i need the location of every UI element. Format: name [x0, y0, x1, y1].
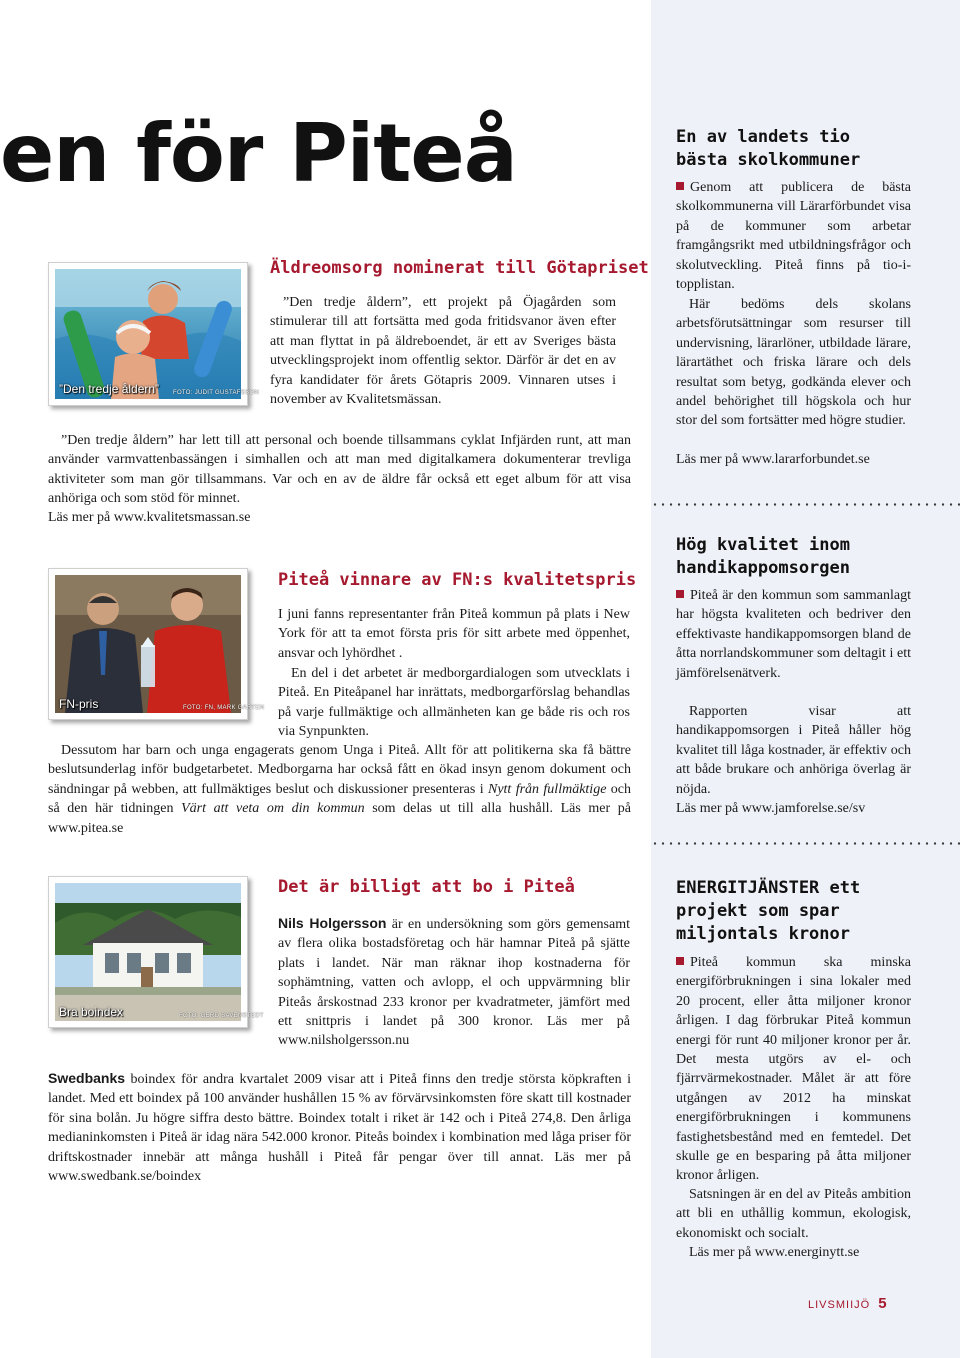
sidebar-title-energi: ENERGITJÄNSTER ett projekt som spar miljontals kronor [676, 878, 861, 944]
bank-name: Swedbanks [48, 1070, 126, 1086]
sidebar-p2-skol: Här bedöms dels skolans arbetsförutsättningar som resurser till undervisning, lärarlöner, utbildade lärare, lärartäthet och friska lärare och dels resultat som betyg, godkända elever och andel behörighet till högskola och hur stor del som fortsätter med högre studier. [676, 297, 911, 429]
sidebar-link-energi[interactable]: Läs mer på www.energinytt.se [689, 1245, 860, 1260]
sidebar-p1-handikapp: Piteå är den kommun som sammanlagt har högsta kvaliteten och bedriver den effektivaste handikappomsorgen bland de åtta norrlandskommuner som deltagit i ett jämförelsenätverk. [676, 588, 911, 681]
sidebar-link-skol[interactable]: Läs mer på www.lararforbundet.se [676, 452, 870, 467]
bullet-icon [676, 182, 684, 190]
photo-den-tredje-aldern [48, 262, 259, 406]
section-divider [651, 842, 960, 845]
page-headline: en för Piteå [0, 107, 517, 200]
sidebar-p2-energi: Satsningen är en del av Piteås ambition att bli en uthållig kommun, ekologisk, ekonomiskt och socialt. [676, 1187, 911, 1241]
article-p2-fn: En del i det arbetet är medborgardialogen som utvecklats i Piteå. En Piteåpanel har inrättats, medborgarförslag behandlas på varje fullmäktige och allmänheten kan ge både ris och ros via Synpunkten. [278, 666, 630, 740]
photo-caption: Bra boindex [59, 1005, 124, 1019]
sidebar-title-skol: En av landets tio bästa skolkommuner [676, 127, 861, 170]
sidebar-link-handikapp[interactable]: Läs mer på www.jamforelse.se/sv [676, 801, 866, 816]
photo-credit: FOTO: GERD SAVENSTEDT [179, 1013, 264, 1019]
publication-name: Värt att veta om din kommun [181, 801, 365, 817]
article-title-billigt: Det är billigt att bo i Piteå [278, 877, 575, 897]
page-number: 5 [878, 1295, 887, 1312]
article-link-aldreomsorg[interactable]: Läs mer på www.kvalitetsmassan.se [48, 510, 251, 525]
photo-fn-pris [48, 568, 265, 720]
sidebar-p1-energi: Piteå kommun ska minska energiförbrukningen i sina lokaler med 20 procent, eller åtta miljoner kronor årligen. I dag förbrukar Piteå kommun energi för runt 40 miljoner kronor per år. Det mesta utgörs av el- och fjärrvärmekostnader. Målet är att före utgången av 2012 ha minskat energiförbrukningen i kommunens fastighetsbestånd med en femtedel. Det skulle ge en besparing på åtta miljoner kronor årligen. [676, 955, 911, 1184]
photo-bra-boindex [48, 876, 264, 1028]
house-illustration [55, 883, 241, 1021]
article-intro-aldreomsorg: ”Den tredje åldern”, ett projekt på Öjagården som stimulerar till att fortsätta med goda fritidsvanor även efter att man flyttat in på äldreboendet, är ett av Sveriges bästa utvecklingsprojekt inom offentlig sektor. Därför är det en av fyra kandidater för årets Götapris 2009. Vinnaren utses i november av Kvalitetsmässan. [270, 295, 616, 408]
magazine-name: LIVSMIIJÖ [808, 1299, 871, 1311]
award-ceremony-illustration [55, 575, 241, 713]
bullet-icon [676, 590, 684, 598]
photo-caption: ”Den tredje åldern” [59, 382, 160, 396]
article-body-aldreomsorg: ”Den tredje åldern” har lett till att personal och boende tillsammans cyklat Infjärden runt, att man använder varmvattenbassängen i simhallen och att man med digitalkamera dokumenterar trevliga aktiviteter som man gör tillsammans. Var och en av de äldre får också ett eget album för att visa anhöriga och som stöd för minnet. [48, 433, 631, 507]
page-footer [808, 1295, 887, 1313]
article-p1-fn: I juni fanns representanter från Piteå kommun på plats i New York för att ta emot första pris för sitt arbete med öppenhet, ansvar och lyhördhet . [278, 607, 630, 661]
photo-credit: FOTO: FN, MARK GARTEN [183, 705, 265, 711]
sidebar-p1-skol: Genom att publicera de bästa skolkommunerna vill Lärarförbundet visa på de kommuner som arbetar framgångsrikt med utbildningsfrågor och skolutveckling. Piteå finns på tio-i-topplistan. [676, 180, 911, 293]
bullet-icon [676, 957, 684, 965]
section-divider [651, 503, 960, 506]
photo-credit: FOTO: JUDIT GUSTAFSSON [173, 390, 259, 396]
sidebar-title-handikapp: Hög kvalitet inom handikappomsorgen [676, 535, 850, 578]
swimming-pool-illustration [55, 269, 241, 399]
survey-name: Nils Holgersson [278, 915, 387, 931]
article-title-aldreomsorg: Äldreomsorg nominerat till Götapriset [270, 258, 649, 278]
article-p2-billigt: Swedbanks boindex för andra kvartalet 2009 visar att i Piteå finns den tredje största köpkraften i landet. Med ett boindex på 100 använder hushållen 15 % av förvärvsinkomsten före skatt till kostnader för sina bolån. Ju högre siffra desto bättre. Boindex totalt i riket är 142 och i Piteå 274,8. Den årliga medianinkomsten i Piteå är idag nära 542.000 kronor. Piteås boindex i kombination med låga priser för driftskostnader innebär att många hushåll i Piteå får pengar över till annat. Läs mer på www.swedbank.se/boindex [48, 1070, 631, 1185]
sidebar-p2-handikapp: Rapporten visar att handikappomsorgen i Piteå håller hög kvalitet till låga kostnader, är effektiv och att både brukare och anhöriga överlag är nöjda. [676, 704, 911, 797]
photo-caption: FN-pris [59, 697, 99, 711]
article-title-fn: Piteå vinnare av FN:s kvalitetspris [278, 570, 637, 590]
article-p1-billigt: Nils Holgersson är en undersökning som görs gemensamt av flera olika bostadsföretag och här hamnar Piteå på sjätte plats i landet. När man räknar ihop kostnaderna för sophämtning, vatten och avlopp, el och uppvärmning blir Piteås årskostnad 233 kronor per kvadratmeter, jämfört med ett snittpris i landet på 300 kronor. Läs mer på www.nilsholgersson.nu [278, 915, 630, 1049]
article-p3-fn: Dessutom har barn och unga engagerats genom Unga i Piteå. Allt för att politikerna ska få bättre beslutsunderlag inför budgetarbetet. Medborgarna har också fått en ökad insyn genom dokument och sändningar på webben, att fullmäktiges beslut och diskussioner presenteras i Nytt från fullmäktige och så den här tidningen Värt att veta om din kommun som delas ut till alla hushåll. Läs mer på www.pitea.se [48, 743, 632, 836]
publication-name: Nytt från fullmäktige [487, 781, 607, 797]
